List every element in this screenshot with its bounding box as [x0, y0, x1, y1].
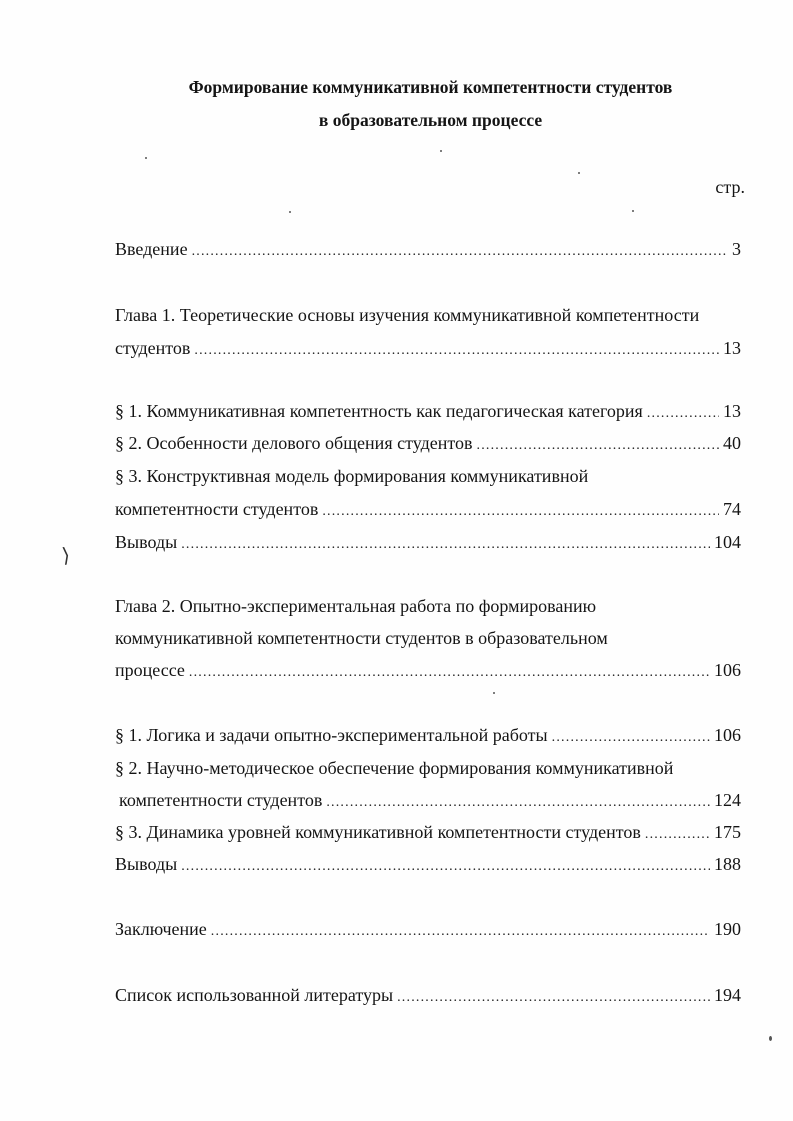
toc-entry-page: 188	[714, 854, 741, 874]
toc-entry-label: § 1. Коммуникативная компетентность как педагогическая категория	[115, 401, 643, 421]
toc-entry-label: § 1. Логика и задачи опытно-экспериментальной работы	[115, 725, 548, 745]
scan-mark: ⟩	[60, 542, 72, 568]
toc-entry-page: 13	[723, 338, 741, 358]
leader-dots	[211, 921, 710, 943]
toc-entry-ch1-conclusions	[115, 531, 741, 556]
speck	[289, 211, 291, 213]
leader-dots	[552, 727, 710, 749]
toc-entry-ch1-section1	[115, 400, 741, 425]
toc-entry-page: 106	[714, 660, 741, 680]
toc-entry-page: 175	[714, 822, 741, 842]
leader-dots	[192, 241, 728, 263]
leader-dots	[326, 792, 710, 814]
leader-dots	[645, 824, 710, 846]
speck	[493, 692, 495, 694]
toc-entry-intro	[115, 238, 741, 263]
toc-entry-page: 13	[723, 401, 741, 421]
speck	[632, 210, 634, 212]
leader-dots	[397, 987, 710, 1009]
toc-chapter2-line1: Глава 2. Опытно-экспериментальная работа по формированию	[115, 596, 597, 616]
toc-chapter2-line2: коммуникативной компетентности студентов в образовательном	[115, 628, 608, 648]
toc-chapter1-line1: Глава 1. Теоретические основы изучения коммуникативной компетентности	[115, 305, 700, 325]
toc-entry-chapter1	[115, 337, 741, 362]
document-title: Формирование коммуникативной компетентности студентов	[188, 77, 673, 97]
toc-entry-page: 106	[714, 725, 741, 745]
toc-entry-label: § 2. Особенности делового общения студентов	[115, 433, 473, 453]
toc-entry-page: 40	[723, 433, 741, 453]
toc-entry-label: процессе	[115, 660, 185, 680]
leader-dots	[181, 534, 710, 556]
toc-entry-label: Введение	[115, 239, 188, 259]
toc-entry-page: 104	[714, 532, 741, 552]
toc-entry-label: Список использованной литературы	[115, 985, 394, 1005]
toc-ch2-section2-line1: § 2. Научно-методическое обеспечение формирования коммуникативной	[115, 758, 674, 778]
page-column-label: стр.	[715, 177, 745, 197]
leader-dots	[181, 856, 710, 878]
toc-entry-page: 194	[714, 985, 741, 1005]
toc-entry-label: студентов	[115, 338, 191, 358]
speck	[769, 1036, 772, 1041]
document-subtitle: в образовательном процессе	[318, 110, 543, 130]
toc-entry-label: Выводы	[115, 532, 178, 552]
toc-entry-conclusion	[115, 918, 741, 943]
toc-entry-label: § 3. Динамика уровней коммуникативной компетентности студентов	[115, 822, 641, 842]
toc-entry-page: 124	[714, 790, 741, 810]
toc-entry-page: 190	[714, 919, 741, 939]
toc-entry-references	[115, 984, 741, 1009]
leader-dots	[477, 435, 720, 457]
toc-entry-ch2-section2	[119, 789, 741, 814]
toc-entry-label: компетентности студентов	[119, 790, 323, 810]
leader-dots	[322, 501, 719, 523]
toc-entry-page: 3	[732, 239, 741, 259]
toc-entry-label: компетентности студентов	[115, 499, 319, 519]
leader-dots	[647, 403, 719, 425]
toc-entry-page: 74	[723, 499, 741, 519]
speck	[145, 157, 147, 159]
toc-entry-label: Заключение	[115, 919, 207, 939]
toc-ch1-section3-line1: § 3. Конструктивная модель формирования коммуникативной	[115, 466, 589, 486]
leader-dots	[194, 340, 719, 362]
toc-entry-ch1-section3	[115, 498, 741, 523]
toc-entry-label: Выводы	[115, 854, 178, 874]
toc-entry-ch1-section2	[115, 432, 741, 457]
toc-entry-ch2-section1	[115, 724, 741, 749]
toc-entry-ch2-section3	[115, 821, 741, 846]
speck	[440, 150, 442, 152]
speck	[578, 172, 580, 174]
leader-dots	[189, 662, 710, 684]
toc-entry-ch2-conclusions	[115, 853, 741, 878]
toc-entry-chapter2	[115, 659, 741, 684]
